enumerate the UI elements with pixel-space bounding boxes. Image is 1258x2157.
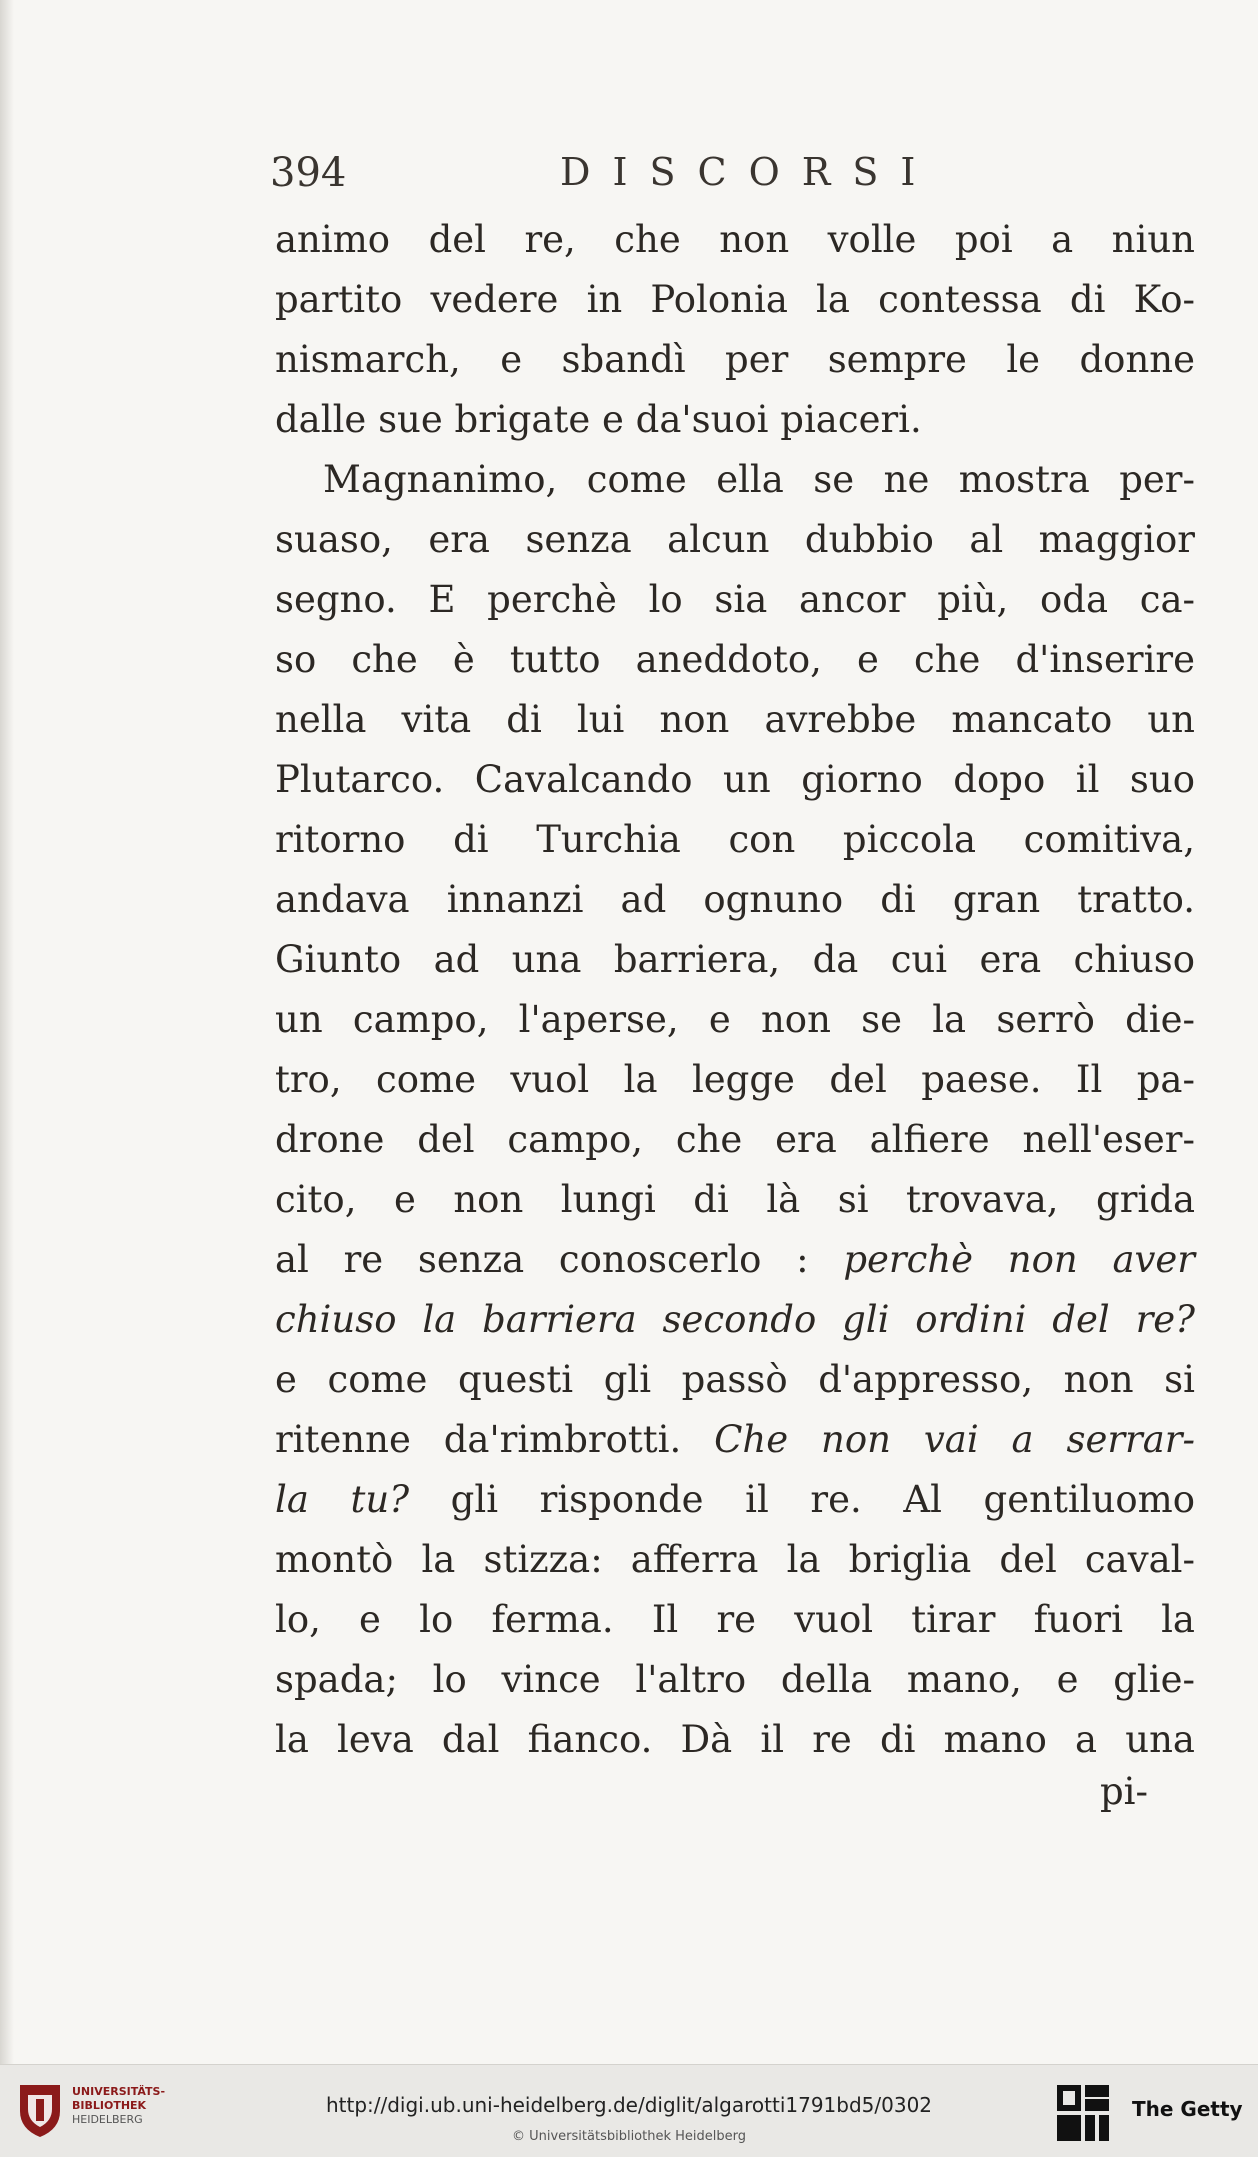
page-edge-shadow xyxy=(0,0,14,2064)
roman-span: nella vita di lui non avrebbe mancato un xyxy=(275,698,1195,741)
roman-span: suaso, era senza alcun dubbio al maggior xyxy=(275,518,1195,561)
sponsor-name: The Getty xyxy=(1132,2097,1243,2121)
text-line xyxy=(275,210,1195,270)
body-text xyxy=(275,210,1195,1770)
getty-logo-icon xyxy=(1055,2083,1111,2143)
roman-span: un campo, l'aperse, e non se la serrò die- xyxy=(275,998,1195,1041)
roman-span: dalle sue brigate e da'suoi piaceri. xyxy=(275,398,922,441)
library-name: UNIVERSITÄTS- BIBLIOTHEK HEIDELBERG xyxy=(72,2085,166,2126)
text-line xyxy=(275,1410,1195,1470)
roman-span: cito, e non lungi di là si trovava, grida xyxy=(275,1178,1195,1221)
text-line xyxy=(275,870,1195,930)
text-line xyxy=(275,930,1195,990)
catchword: pi- xyxy=(1100,1770,1149,1813)
text-line xyxy=(275,330,1195,390)
viewer-footer xyxy=(0,2064,1258,2157)
roman-span: gli risponde il re. Al gentiluomo xyxy=(450,1478,1195,1521)
roman-span: ritenne da'rimbrotti. xyxy=(275,1418,682,1461)
text-line xyxy=(275,1710,1195,1770)
roman-span: ritorno di Turchia con piccola comitiva, xyxy=(275,818,1195,861)
text-line xyxy=(275,1530,1195,1590)
text-line xyxy=(275,1170,1195,1230)
roman-span: andava innanzi ad ognuno di gran tratto. xyxy=(275,878,1195,921)
roman-span: lo, e lo ferma. Il re vuol tirar fuori la xyxy=(275,1598,1195,1641)
roman-span: animo del re, che non volle poi a niun xyxy=(275,218,1195,261)
italic-span: Che non vai a serrar- xyxy=(714,1418,1195,1461)
roman-span: tro, come vuol la legge del paese. Il pa- xyxy=(275,1058,1195,1101)
text-line xyxy=(275,750,1195,810)
roman-span: drone del campo, che era alfiere nell'eser- xyxy=(275,1118,1195,1161)
text-line xyxy=(275,1110,1195,1170)
text-line xyxy=(275,1650,1195,1710)
page-number: 394 xyxy=(270,150,347,196)
roman-span: nismarch, e sbandì per sempre le donne xyxy=(275,338,1195,381)
roman-span: e come questi gli passò d'appresso, non si xyxy=(275,1358,1195,1401)
text-line xyxy=(275,690,1195,750)
running-head xyxy=(270,150,938,210)
roman-span: al re senza conoscerlo : xyxy=(275,1238,809,1281)
text-line xyxy=(275,810,1195,870)
text-line xyxy=(275,1470,1195,1530)
roman-span: Plutarco. Cavalcando un giorno dopo il suo xyxy=(275,758,1195,801)
text-line xyxy=(275,1230,1195,1290)
roman-span: segno. E perchè lo sia ancor più, oda ca- xyxy=(275,578,1195,621)
copyright-notice: © Universitätsbibliothek Heidelberg xyxy=(511,2129,746,2144)
roman-span: montò la stizza: afferra la briglia del caval- xyxy=(275,1538,1195,1581)
text-line xyxy=(275,270,1195,330)
text-line xyxy=(275,1050,1195,1110)
running-title: DISCORSI xyxy=(560,150,938,194)
permalink-url[interactable]: http://digi.ub.uni-heidelberg.de/diglit/algarotti1791bd5/0302 xyxy=(325,2093,933,2117)
roman-span: la leva dal fianco. Dà il re di mano a una xyxy=(275,1718,1195,1761)
text-line xyxy=(275,1590,1195,1650)
roman-span: Giunto ad una barriera, da cui era chiuso xyxy=(275,938,1195,981)
italic-span: la tu? xyxy=(275,1478,410,1521)
text-line xyxy=(275,990,1195,1050)
italic-span: chiuso la barriera secondo gli ordini del re? xyxy=(275,1298,1195,1341)
text-line xyxy=(275,510,1195,570)
italic-span: perchè non aver xyxy=(843,1238,1195,1281)
text-line xyxy=(275,570,1195,630)
text-line xyxy=(275,1350,1195,1410)
roman-span: Magnanimo, come ella se ne mostra per- xyxy=(323,458,1195,501)
roman-span: partito vedere in Polonia la contessa di Ko- xyxy=(275,278,1195,321)
roman-span: spada; lo vince l'altro della mano, e glie- xyxy=(275,1658,1195,1701)
roman-span: so che è tutto aneddoto, e che d'inserire xyxy=(275,638,1195,681)
text-line xyxy=(275,630,1195,690)
text-line xyxy=(275,390,1195,450)
text-line xyxy=(275,450,1195,510)
text-line xyxy=(275,1290,1195,1350)
